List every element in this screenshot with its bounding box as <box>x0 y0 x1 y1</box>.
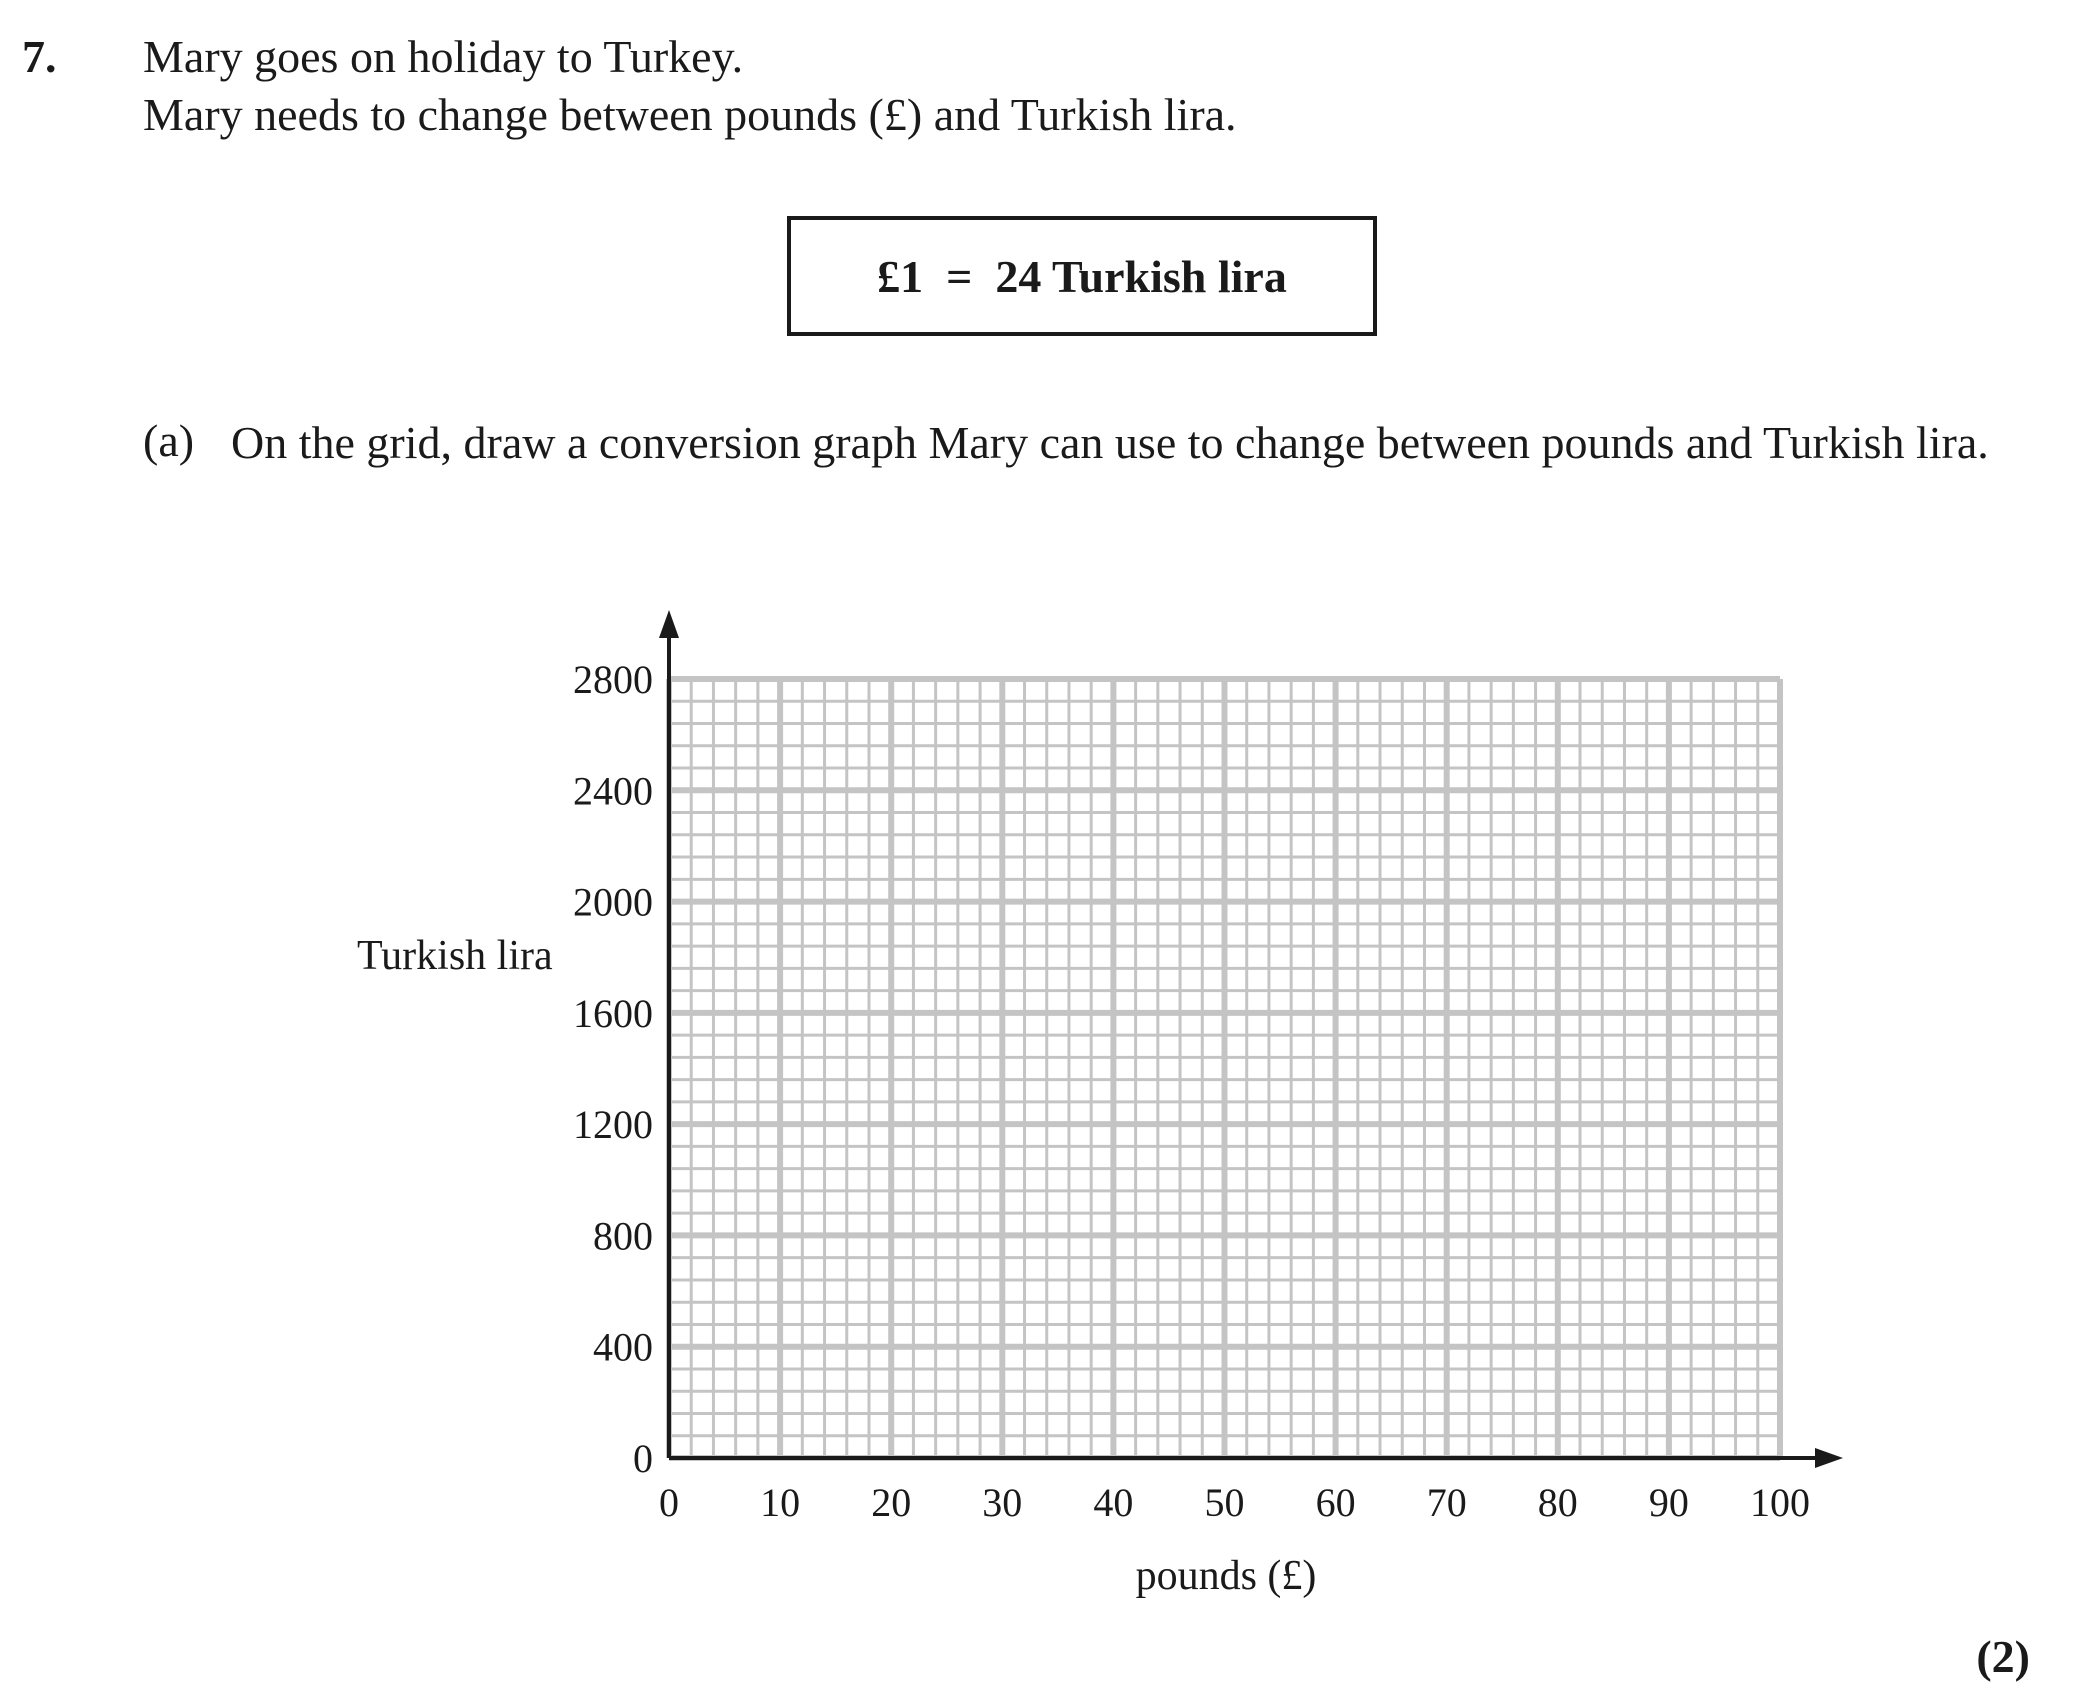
x-tick-label: 60 <box>1315 1480 1356 1525</box>
y-tick-label: 1200 <box>573 1102 653 1148</box>
x-tick-label: 30 <box>982 1480 1023 1525</box>
y-axis-label: Turkish lira <box>357 933 553 979</box>
y-tick-label: 2400 <box>573 768 653 814</box>
x-axis-arrow-icon <box>1815 1448 1843 1468</box>
part-label: (a) <box>143 415 195 466</box>
y-axis-arrow-icon <box>659 610 679 638</box>
y-tick-label: 1600 <box>573 990 653 1036</box>
grid-major-lines <box>669 679 1780 1458</box>
x-tick-label: 50 <box>1204 1480 1245 1525</box>
part-instruction: On the grid, draw a conversion graph Mary can use to change between pounds and Turkish lira. <box>231 417 1989 468</box>
x-tick-label: 0 <box>659 1480 679 1525</box>
x-tick-label: 40 <box>1093 1480 1134 1525</box>
x-tick-label: 90 <box>1648 1480 1689 1525</box>
y-tick-label: 800 <box>593 1213 653 1259</box>
marks-available: (2) <box>1976 1631 2030 1682</box>
x-tick-label: 80 <box>1537 1480 1578 1525</box>
y-tick-label: 400 <box>593 1324 653 1370</box>
x-axis-label: pounds (£) <box>1135 1553 1317 1599</box>
question-number: 7. <box>22 31 57 82</box>
question-context: Mary needs to change between pounds (£) and Turkish lira. <box>143 89 1237 140</box>
axes <box>659 610 1843 1468</box>
y-tick-label: 0 <box>633 1436 653 1481</box>
x-tick-label: 100 <box>1750 1480 1810 1525</box>
x-tick-label: 10 <box>760 1480 801 1525</box>
y-tick-label: 2000 <box>573 879 653 925</box>
x-tick-label: 70 <box>1426 1480 1467 1525</box>
question-intro: Mary goes on holiday to Turkey. <box>143 31 744 82</box>
x-tick-label: 20 <box>871 1480 912 1525</box>
y-tick-label: 2800 <box>573 657 653 702</box>
exchange-rate-box: £1 = 24 Turkish lira <box>787 216 1377 336</box>
